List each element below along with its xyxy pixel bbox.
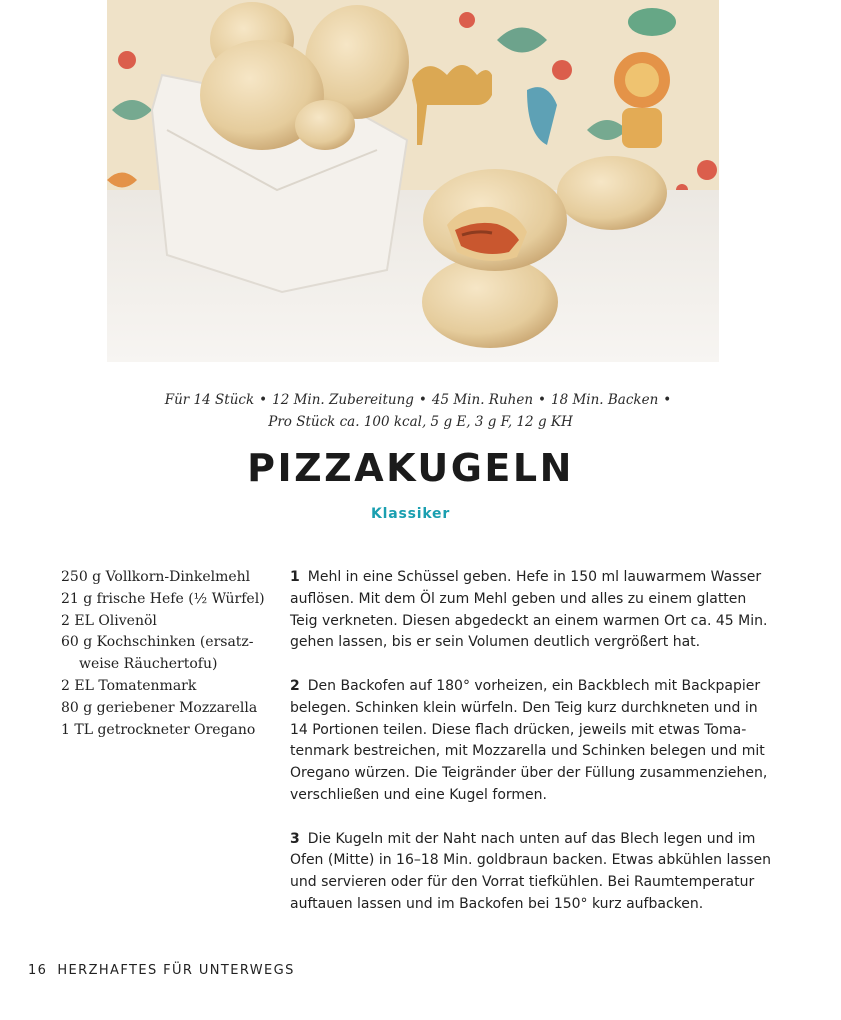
ingredient-line: 60 g Kochschinken (ersatz- (61, 634, 254, 651)
separator: • (538, 392, 546, 408)
prep-time: 12 Min. Zubereitung (272, 392, 414, 408)
step-text-line: auftauen lassen und im Backofen bei 150° kurz aufbacken. (290, 895, 704, 912)
ingredient-item: 80 g geriebener Mozzarella (61, 699, 258, 716)
bake-time: 18 Min. Backen (550, 392, 659, 408)
step-3 (290, 829, 770, 916)
step-text-line: Den Backofen auf 180° vorheizen, ein Backblech mit Backpapier (307, 677, 761, 694)
step-text-line: Ofen (Mitte) in 16–18 Min. goldbraun backen. Etwas abkühlen lassen (290, 852, 772, 869)
step-number: 3 (290, 830, 300, 847)
separator: • (259, 392, 268, 408)
ingredient-line-continued: weise Räuchertofu) (79, 656, 218, 673)
rest-time: 45 Min. Ruhen (431, 392, 534, 408)
separator: • (418, 392, 427, 408)
step-text-line: tenmark bestreichen, mit Mozzarella und Schinken belegen und mit (290, 743, 765, 760)
instruction-steps (290, 567, 770, 938)
recipe-category: Klassiker (370, 506, 451, 522)
ingredient-list (61, 567, 276, 741)
ingredient-item (61, 632, 276, 676)
ingredient-item: 21 g frische Hefe (½ Würfel) (61, 590, 265, 607)
step-text-line: auflösen. Mit dem Öl zum Mehl geben und alles zu einem glatten (290, 590, 747, 607)
page-number: 16 (28, 963, 48, 978)
ingredient-item: 2 EL Olivenöl (61, 612, 157, 629)
ingredient-item: 250 g Vollkorn-Dinkelmehl (61, 569, 251, 585)
ingredient-item: 2 EL Tomatenmark (61, 677, 197, 694)
recipe-meta (0, 389, 841, 433)
step-text-line: verschließen und eine Kugel formen. (290, 786, 547, 803)
recipe-title: PIZZAKUGELN (247, 446, 574, 490)
separator: • (663, 392, 672, 408)
recipe-meta-line-1 (0, 389, 841, 411)
ingredient-item: 1 TL getrockneter Oregano (61, 721, 256, 738)
step-text-line: Die Kugeln mit der Naht nach unten auf das Blech legen und im (307, 830, 756, 847)
step-text-line: und servieren oder für den Vorrat tiefkühlen. Bei Raumtemperatur (290, 874, 755, 891)
step-text-line: Teig verkneten. Diesen abgedeckt an einem warmen Ort ca. 45 Min. (290, 612, 768, 629)
section-title: HERZHAFTES FÜR UNTERWEGS (57, 963, 295, 978)
recipe-photo (107, 0, 719, 362)
step-2 (290, 676, 770, 807)
step-number: 2 (290, 677, 300, 694)
step-text-line: belegen. Schinken klein würfeln. Den Teig kurz durchkneten und in (290, 699, 758, 716)
step-text-line: gehen lassen, bis er sein Volumen deutlich vergrößert hat. (290, 634, 701, 651)
servings: Für 14 Stück (164, 392, 255, 408)
step-1 (290, 567, 770, 654)
page-footer (28, 963, 295, 978)
step-number: 1 (290, 569, 300, 585)
step-text-line: Oregano würzen. Die Teigränder über der Füllung zusammenziehen, (290, 765, 768, 782)
step-text-line: Mehl in eine Schüssel geben. Hefe in 150 ml lauwarmem Wasser (307, 569, 762, 585)
nutrition-info: Pro Stück ca. 100 kcal, 5 g E, 3 g F, 12 g KH (268, 414, 573, 430)
step-text-line: 14 Portionen teilen. Diese flach drücken, jeweils mit etwas Toma- (290, 721, 747, 738)
